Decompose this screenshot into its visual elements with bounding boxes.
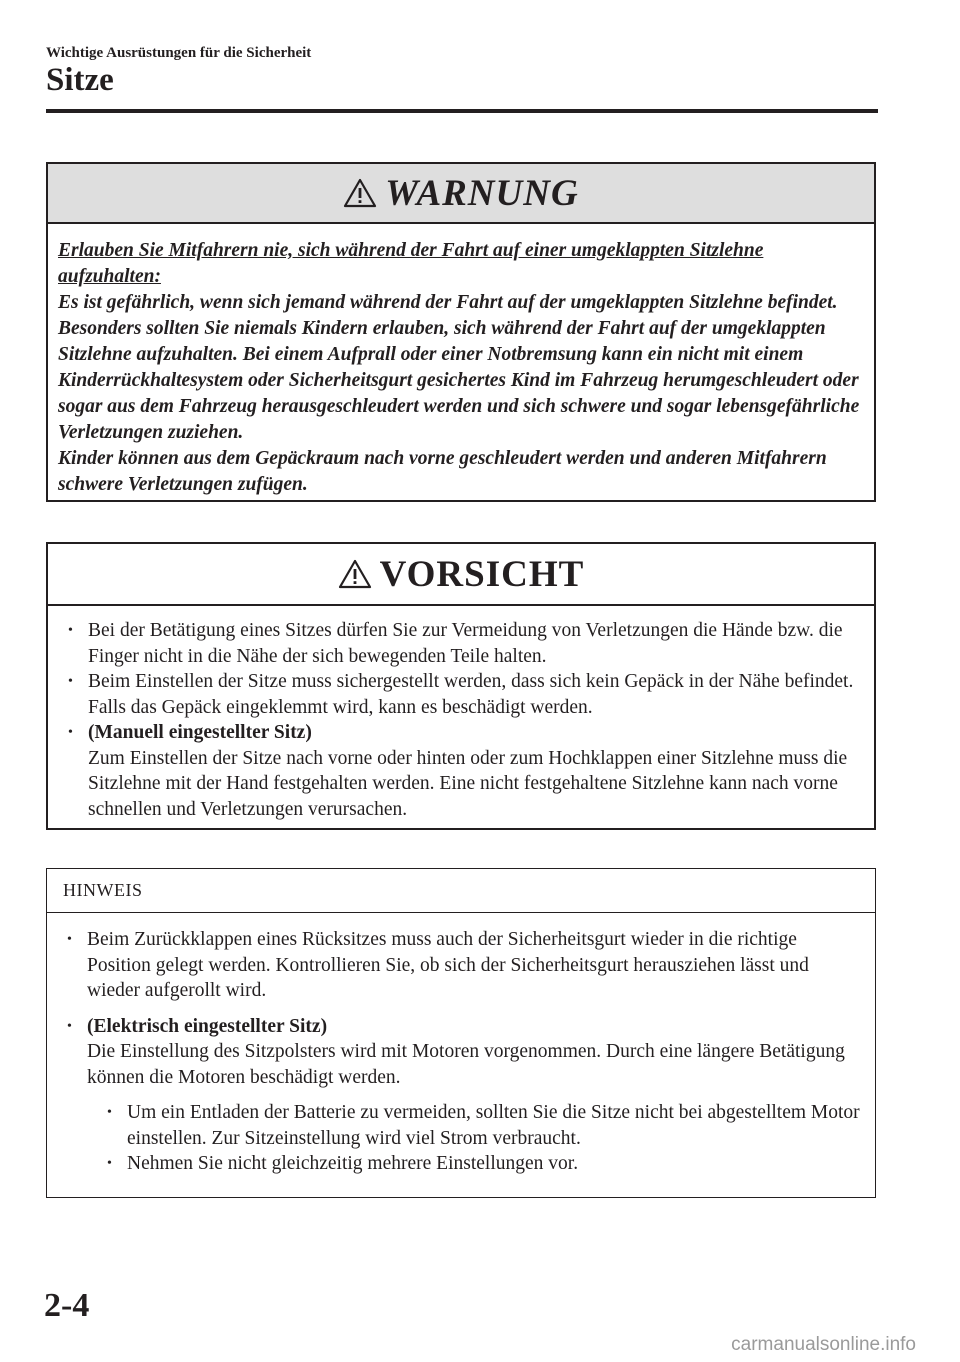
- note-header: [47, 869, 875, 913]
- warning-triangle-icon: [343, 178, 377, 208]
- caution-box: [46, 542, 876, 830]
- electric-seat-heading: (Elektrisch eingestellter Sitz): [87, 1015, 328, 1037]
- warning-heading: Erlauben Sie Mitfahrern nie, sich während der Fahrt auf einer umgeklappten Sitzlehne aufzuhalten:: [58, 240, 764, 287]
- manual-seat-heading: (Manuell eingestellter Sitz): [88, 722, 312, 743]
- note-body: [47, 913, 875, 1177]
- sub-list-item: • Nehmen Sie nicht gleichzeitig mehrere Einstellungen vor.: [107, 1151, 865, 1177]
- list-item: • Beim Einstellen der Sitze muss sichergestellt werden, dass sich kein Gepäck in der Nähe befindet. Falls das Gepäck eingeklemmt wird, kann es beschädigt werden.: [68, 669, 864, 720]
- page-title: Sitze: [46, 62, 114, 98]
- watermark: carmanualsonline.info: [731, 1334, 916, 1355]
- warning-body: [48, 224, 874, 498]
- page-number: 2-4: [44, 1287, 90, 1324]
- list-item: [68, 720, 864, 822]
- note-box: [46, 868, 876, 1198]
- section-label: Wichtige Ausrüstungen für die Sicherheit: [46, 45, 312, 61]
- caution-body: [48, 606, 874, 822]
- warning-triangle-icon: [338, 559, 372, 589]
- warning-title: WARNUNG: [385, 172, 579, 214]
- list-item: [67, 1014, 865, 1177]
- electric-seat-text: Die Einstellung des Sitzpolsters wird mit Motoren vorgenommen. Durch eine längere Betätigung können die Motoren beschädigt werden.: [87, 1041, 845, 1088]
- note-title: HINWEIS: [63, 880, 143, 900]
- heading-divider: [46, 109, 878, 113]
- warning-paragraph: Es ist gefährlich, wenn sich jemand während der Fahrt auf der umgeklappten Sitzlehne befindet. Besonders sollten Sie niemals Kindern erlauben, sich während der Fahrt auf der umgeklappten Sitzlehne aufzuhalten. Bei einem Aufprall oder einer Notbremsung kann ein nicht mit einem Kinderrückhaltesystem oder Sicherheitsgurt gesichertes Kind im Fahrzeug herumgeschleudert oder sogar aus dem Fahrzeug herausgeschleudert werden und sich schwere und sogar lebensgefährliche Verletzungen zuziehen.: [58, 292, 860, 443]
- list-item: • Beim Zurückklappen eines Rücksitzes muss auch der Sicherheitsgurt wieder in die richtige Position gelegt werden. Kontrollieren Sie, ob sich der Sicherheitsgurt herausziehen lässt und wieder aufgerollt wird.: [67, 927, 865, 1004]
- sub-list-item: • Um ein Entladen der Batterie zu vermeiden, sollten Sie die Sitze nicht bei abgestelltem Motor einstellen. Zur Sitzeinstellung wird viel Strom verbraucht.: [107, 1100, 865, 1151]
- list-item: • Bei der Betätigung eines Sitzes dürfen Sie zur Vermeidung von Verletzungen die Hände bzw. die Finger nicht in die Nähe der sich bewegenden Teile halten.: [68, 618, 864, 669]
- manual-seat-text: Zum Einstellen der Sitze nach vorne oder hinten oder zum Hochklappen einer Sitzlehne muss die Sitzlehne mit der Hand festgehalten werden. Eine nicht festgehaltene Sitzlehne kann nach vorne schnellen und Verletzungen verursachen.: [88, 747, 848, 820]
- warning-header: [48, 164, 874, 224]
- warning-paragraph: Kinder können aus dem Gepäckraum nach vorne geschleudert werden und anderen Mitfahrern schwere Verletzungen zufügen.: [58, 448, 827, 495]
- caution-header: [48, 544, 874, 606]
- caution-title: VORSICHT: [379, 553, 585, 595]
- warning-box: [46, 162, 876, 502]
